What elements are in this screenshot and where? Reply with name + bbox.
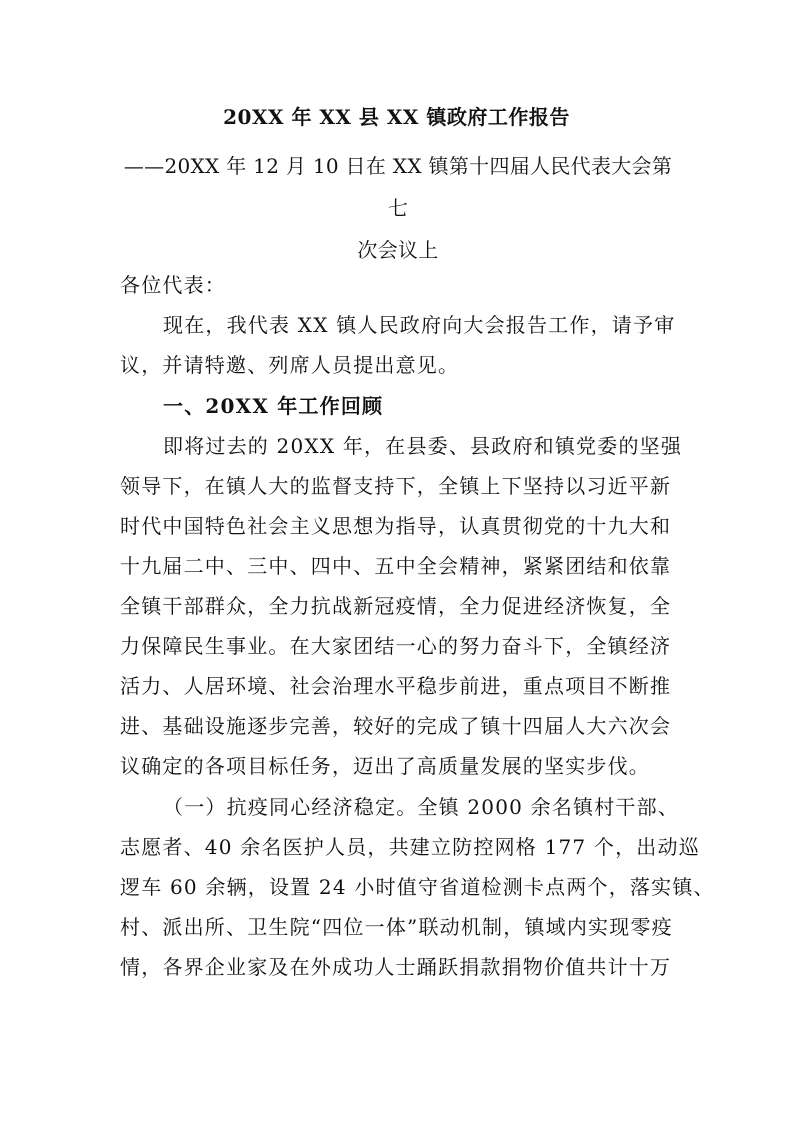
paragraph-line: 议确定的各项目标任务，迈出了高质量发展的坚实步伐。: [120, 754, 650, 778]
paragraph-line: 领导下，在镇人大的监督支持下，全镇上下坚持以习近平新: [120, 474, 672, 498]
paragraph-line: 全镇干部群众，全力抗战新冠疫情，全力促进经济恢复，全: [120, 594, 672, 618]
paragraph-line: 议，并请特邀、列席人员提出意见。: [120, 353, 460, 377]
subtitle-line-1: ——20XX 年 12 月 10 日在 XX 镇第十四届人民代表大会第七: [123, 154, 673, 220]
subsection-paragraph-line: （一）抗疫同心经济稳定。全镇 2000 余名镇村干部、: [163, 795, 680, 819]
paragraph-line: 现在，我代表 XX 镇人民政府向大会报告工作，请予审: [163, 313, 676, 337]
paragraph-line: 情，各界企业家及在外成功人士踊跃捐款捐物价值共计十万: [120, 955, 672, 979]
document-title: 20XX 年 XX 县 XX 镇政府工作报告: [223, 105, 570, 129]
document-subtitle: [120, 145, 676, 271]
salutation: 各位代表：: [120, 273, 226, 297]
paragraph-line: 志愿者、40 余名医护人员，共建立防控网格 177 个，出动巡: [120, 835, 700, 859]
paragraph-line: 进、基础设施逐步完善，较好的完成了镇十四届人大六次会: [120, 714, 672, 738]
paragraph-line: 逻车 60 余辆，设置 24 小时值守省道检测卡点两个，落实镇、: [120, 875, 715, 899]
paragraph-line: 活力、人居环境、社会治理水平稳步前进，重点项目不断推: [120, 674, 672, 698]
paragraph-line: 时代中国特色社会主义思想为指导，认真贯彻党的十九大和: [120, 514, 672, 538]
section-heading: 一、20XX 年工作回顾: [163, 394, 384, 418]
subtitle-line-2: 次会议上: [357, 238, 439, 262]
paragraph-line: 即将过去的 20XX 年，在县委、县政府和镇党委的坚强: [163, 434, 683, 458]
paragraph-line: 力保障民生事业。在大家团结一心的努力奋斗下，全镇经济: [120, 634, 672, 658]
paragraph-line: 十九届二中、三中、四中、五中全会精神，紧紧团结和依靠: [120, 554, 672, 578]
paragraph-line: 村、派出所、卫生院“四位一体”联动机制，镇域内实现零疫: [120, 915, 673, 939]
